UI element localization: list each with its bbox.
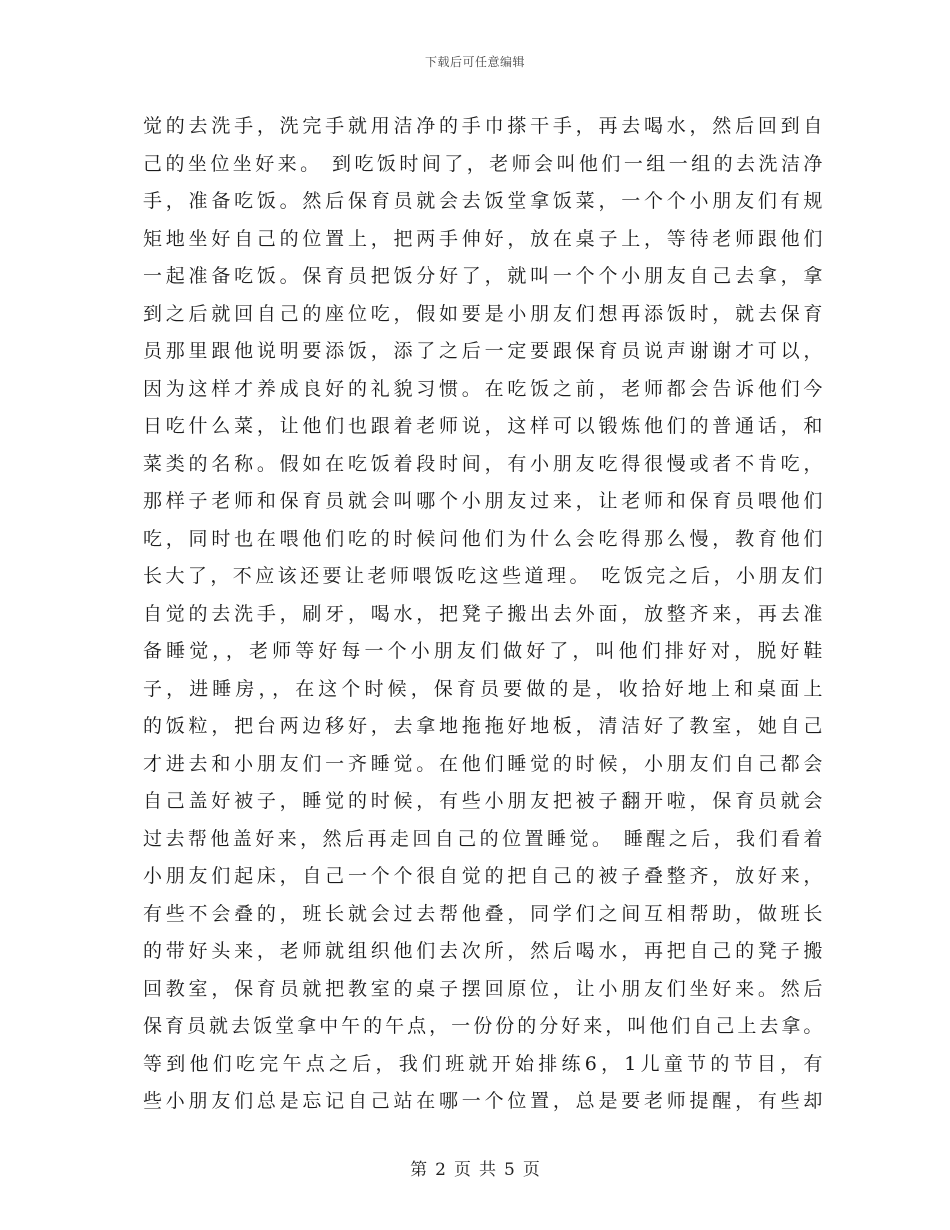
- text-line: 子，进睡房，，在这个时候，保育员要做的是，收拾好地上和桌面上: [143, 677, 823, 700]
- text-line: 到之后就回自己的座位吃，假如要是小朋友们想再添饭时，就去保育: [143, 302, 823, 325]
- text-line: 长大了，不应该还要让老师喂饭吃这些道理。 吃饭完之后，小朋友们: [143, 565, 823, 587]
- text-line: 保育员就去饭堂拿中午的午点，一份份的分好来，叫他们自己上去拿。: [143, 1015, 823, 1037]
- text-line: 吃，同时也在喂他们吃的时候问他们为什么会吃得那么慢，教育他们: [143, 527, 823, 550]
- document-body: [143, 108, 823, 1121]
- text-line: 有些不会叠的，班长就会过去帮他叠，同学们之间互相帮助，做班长: [143, 902, 823, 925]
- text-line: 回教室，保育员就把教室的桌子摆回原位，让小朋友们坐好来。然后: [143, 977, 823, 1000]
- text-line: 才进去和小朋友们一齐睡觉。在他们睡觉的时候，小朋友们自己都会: [143, 752, 823, 775]
- page-footer: [0, 1155, 950, 1180]
- total-pages-unit: 页: [522, 1160, 540, 1180]
- text-line: 手，准备吃饭。然后保育员就会去饭堂拿饭菜，一个个小朋友们有规: [143, 190, 823, 212]
- text-line: 小朋友们起床，自己一个个很自觉的把自己的被子叠整齐，放好来，: [143, 865, 823, 887]
- text-line: 的带好头来，老师就组织他们去次所，然后喝水，再把自己的凳子搬: [143, 940, 823, 962]
- text-line: 备睡觉，，老师等好每一个小朋友们做好了，叫他们排好对，脱好鞋: [143, 640, 823, 662]
- page-number-unit: 页: [454, 1160, 471, 1180]
- text-line: 日吃什么菜，让他们也跟着老师说，这样可以锻炼他们的普通话，和: [143, 415, 823, 437]
- text-line: 菜类的名称。假如在吃饭着段时间，有小朋友吃得很慢或者不肯吃，: [143, 452, 823, 475]
- text-line: 矩地坐好自己的位置上，把两手伸好，放在桌子上，等待老师跟他们: [143, 227, 823, 250]
- text-line: 自觉的去洗手，刷牙，喝水，把凳子搬出去外面，放整齐来，再去准: [143, 602, 823, 625]
- current-page-number: 2: [435, 1160, 446, 1180]
- page-number-prefix: 第: [410, 1160, 428, 1180]
- total-pages-prefix: 共: [479, 1160, 496, 1180]
- text-line: 一起准备吃饭。保育员把饭分好了，就叫一个个小朋友自己去拿，拿: [143, 265, 823, 287]
- total-page-count: 5: [504, 1160, 515, 1180]
- text-line: 觉的去洗手，洗完手就用洁净的手巾搽干手，再去喝水，然后回到自: [143, 115, 823, 137]
- text-line: 过去帮他盖好来，然后再走回自己的位置睡觉。 睡醒之后，我们看着: [143, 827, 823, 850]
- text-line: 己的坐位坐好来。 到吃饭时间了，老师会叫他们一组一组的去洗洁净: [143, 152, 823, 175]
- text-line: 因为这样才养成良好的礼貌习惯。在吃饭之前，老师都会告诉他们今: [143, 377, 823, 400]
- text-line: 等到他们吃完午点之后，我们班就开始排练6，1儿童节的节目，有: [143, 1052, 823, 1075]
- page-header: 下载后可任意编辑: [424, 55, 525, 69]
- text-line: 那样子老师和保育员就会叫哪个小朋友过来，让老师和保育员喂他们: [143, 490, 823, 512]
- text-line: 的饭粒，把台两边移好，去拿地拖拖好地板，清洁好了教室，她自己: [143, 715, 823, 737]
- text-line: 些小朋友们总是忘记自己站在哪一个位置，总是要老师提醒，有些却: [143, 1090, 823, 1112]
- text-line: 员那里跟他说明要添饭，添了之后一定要跟保育员说声谢谢才可以，: [143, 340, 823, 362]
- text-line: 自己盖好被子，睡觉的时候，有些小朋友把被子翻开啦，保育员就会: [143, 790, 823, 812]
